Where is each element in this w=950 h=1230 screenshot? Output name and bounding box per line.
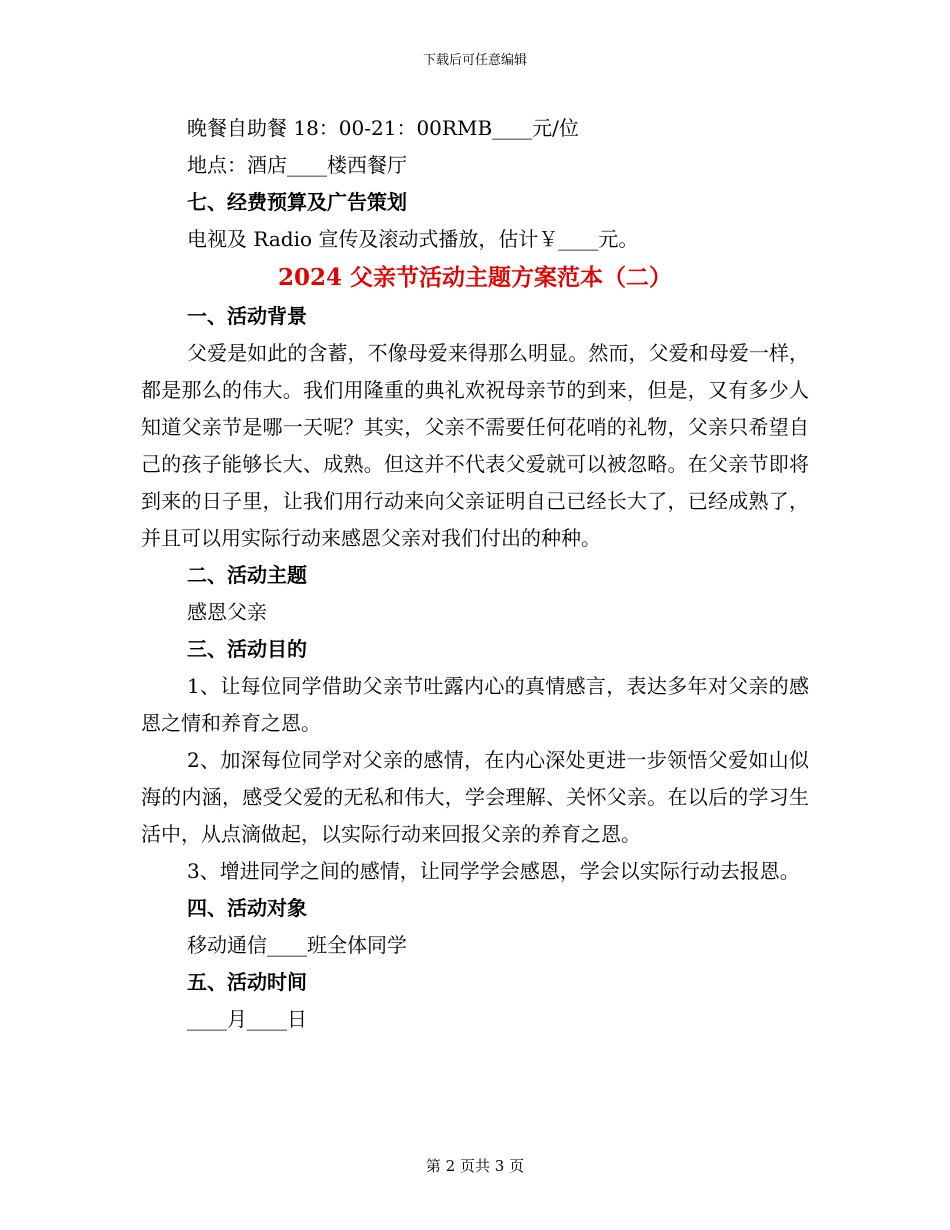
section-2-text: 感恩父亲 [187,600,267,624]
section-3-item-2: 2、加深每位同学对父亲的感情，在内心深处更进一步领悟父爱如山似海的内涵，感受父爱的无私和伟大，学会理解、关怀父亲。在以后的学习生活中，从点滴做起，以实际行动来回报父亲的养育之恩。 [141,748,809,846]
section-3-heading: 三、活动目的 [187,637,307,661]
document-title: 2024 父亲节活动主题方案范本（二） [277,264,673,291]
page-header: 下载后可任意编辑 [422,53,527,68]
section-2-heading: 二、活动主题 [187,563,307,587]
section-1-paragraph: 父爱是如此的含蓄，不像母爱来得那么明显。然而，父爱和母爱一样，都是那么的伟大。我们用隆重的典礼欢祝母亲节的到来，但是，又有多少人知道父亲节是哪一天呢？其实，父亲不需要任何花哨的礼物，父亲只希望自己的孩子能够长大、成熟。但这并不代表父爱就可以被忽略。在父亲节即将到来的日子里，让我们用行动来向父亲证明自己已经长大了，已经成熟了，并且可以用实际行动来感恩父亲对我们付出的种种。 [141,341,809,550]
page-footer: 第 2 页共 3 页 [425,1157,525,1175]
section-4-heading: 四、活动对象 [187,896,307,920]
section-3-item-1: 1、让每位同学借助父亲节吐露内心的真情感言，表达多年对父亲的感恩之情和养育之恩。 [141,674,809,735]
section-1-heading: 一、活动背景 [187,304,307,328]
section-4-text: 移动通信____班全体同学 [187,933,407,957]
section-5-text: ____月____日 [187,1007,307,1031]
document-body [141,110,809,1038]
section-7-heading: 七、经费预算及广告策划 [187,190,407,214]
section-7-text: 电视及 Radio 宣传及滚动式播放，估计￥____元。 [187,227,639,251]
section-3-item-3: 3、增进同学之间的感情，让同学学会感恩，学会以实际行动去报恩。 [187,859,800,883]
section-5-heading: 五、活动时间 [187,970,307,994]
dinner-buffet-line: 晚餐自助餐 18：00-21：00RMB____元/位 [187,116,579,140]
location-line: 地点：酒店____楼西餐厅 [187,153,407,177]
